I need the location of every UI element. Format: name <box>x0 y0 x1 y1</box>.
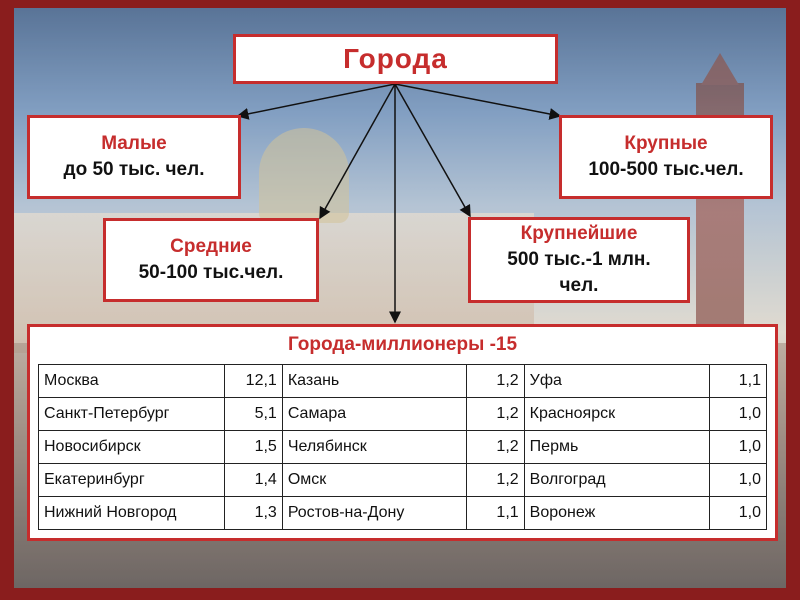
millionaire-cities-panel <box>27 324 778 541</box>
population-value: 5,1 <box>224 398 282 431</box>
population-value: 1,0 <box>709 497 766 530</box>
population-value: 1,0 <box>709 431 766 464</box>
arrow-to-small <box>238 84 395 116</box>
root-node-cities <box>233 34 558 84</box>
population-value: 1,4 <box>224 464 282 497</box>
population-value: 1,1 <box>709 365 766 398</box>
table-row <box>39 365 767 398</box>
largest-cities-range-line-2: чел. <box>559 275 599 296</box>
city-name: Воронеж <box>524 497 709 530</box>
table-row <box>39 431 767 464</box>
city-name: Омск <box>282 464 467 497</box>
population-value: 1,5 <box>224 431 282 464</box>
large-cities-node <box>559 115 773 199</box>
city-name: Пермь <box>524 431 709 464</box>
millionaire-cities-title: Города-миллионеры -15 <box>287 334 518 355</box>
city-name: Москва <box>39 365 225 398</box>
small-cities-node <box>27 115 241 199</box>
large-cities-range: 100-500 тыс.чел. <box>588 159 744 180</box>
medium-cities-node <box>103 218 319 302</box>
largest-cities-node <box>468 217 690 303</box>
city-name: Екатеринбург <box>39 464 225 497</box>
city-name: Уфа <box>524 365 709 398</box>
city-name: Казань <box>282 365 467 398</box>
largest-cities-range-line-1: 500 тыс.-1 млн. <box>507 249 651 270</box>
population-value: 1,2 <box>467 464 524 497</box>
city-name: Самара <box>282 398 467 431</box>
table-row <box>39 398 767 431</box>
city-name: Красноярск <box>524 398 709 431</box>
population-value: 1,1 <box>467 497 524 530</box>
millionaire-cities-table <box>38 364 767 530</box>
arrow-to-medium <box>320 84 395 218</box>
small-cities-range: до 50 тыс. чел. <box>63 159 205 180</box>
largest-cities-label: Крупнейшие <box>520 223 638 244</box>
table-row <box>39 464 767 497</box>
population-value: 1,0 <box>709 464 766 497</box>
table-row <box>39 497 767 530</box>
population-value: 1,2 <box>467 398 524 431</box>
arrow-to-large <box>395 84 560 116</box>
medium-cities-range: 50-100 тыс.чел. <box>138 262 284 283</box>
medium-cities-label: Средние <box>170 236 252 257</box>
city-name: Волгоград <box>524 464 709 497</box>
population-value: 1,3 <box>224 497 282 530</box>
arrow-to-largest <box>395 84 470 216</box>
large-cities-label: Крупные <box>624 133 708 154</box>
city-name: Ростов-на-Дону <box>282 497 467 530</box>
city-name: Санкт-Петербург <box>39 398 225 431</box>
city-name: Челябинск <box>282 431 467 464</box>
city-name: Нижний Новгород <box>39 497 225 530</box>
root-title: Города <box>343 43 448 74</box>
population-value: 12,1 <box>224 365 282 398</box>
population-value: 1,0 <box>709 398 766 431</box>
population-value: 1,2 <box>467 431 524 464</box>
city-name: Новосибирск <box>39 431 225 464</box>
small-cities-label: Малые <box>101 133 167 154</box>
population-value: 1,2 <box>467 365 524 398</box>
